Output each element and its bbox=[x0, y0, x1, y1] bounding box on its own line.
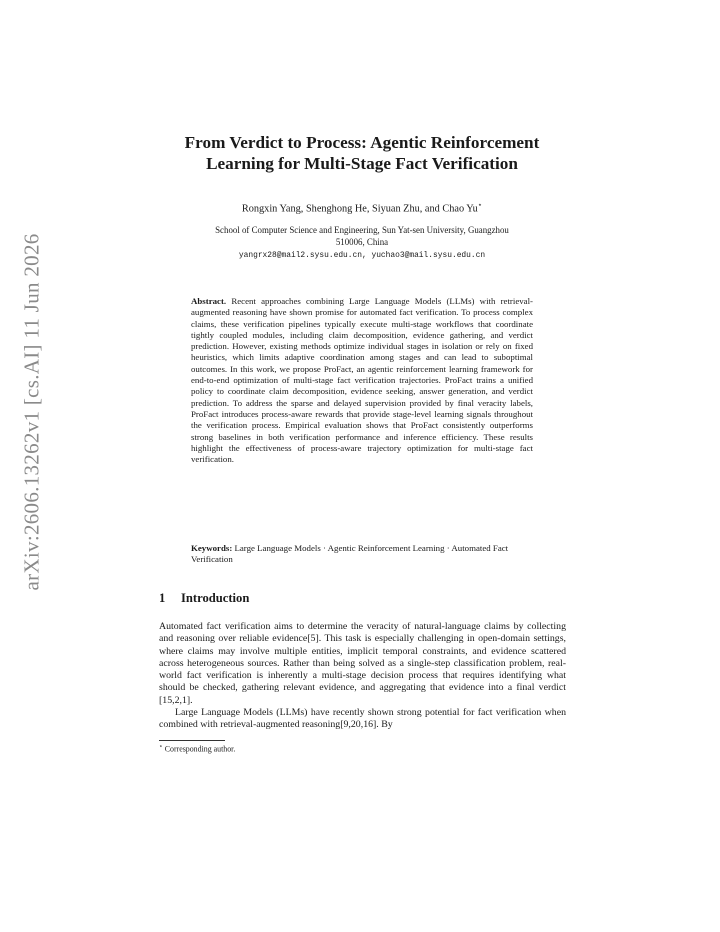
footnote-mark: ⋆ bbox=[159, 744, 163, 750]
author-footnote-mark: ⋆ bbox=[477, 201, 483, 209]
keywords bbox=[191, 543, 533, 566]
author-list bbox=[150, 201, 574, 214]
footnote-text: Corresponding author. bbox=[164, 744, 236, 754]
arxiv-identifier: arXiv:2606.13262v1 [cs.AI] 11 Jun 2026 bbox=[19, 233, 44, 591]
affiliation-line-1: School of Computer Science and Engineering, Sun Yat-sen University, Guangzhou bbox=[215, 225, 509, 235]
authors-text: Rongxin Yang, Shenghong He, Siyuan Zhu, and Chao Yu bbox=[241, 203, 478, 215]
body-paragraph-1: Automated fact verification aims to determine the veracity of natural-language claims by collecting and reasoning over reliable evidence[5]. This task is especially challenging in open-domain settings, where claims may involve multiple entities, implicit temporal constraints, and evidence scattered across heterogeneous sources. Rather than being solved as a single-step classification problem, real-world fact verification is inherently a multi-stage decision process that requires identifying what should be checked, gathering relevant evidence, and aggregating that evidence into a final verdict [15,2,1]. bbox=[159, 621, 566, 706]
affiliation bbox=[150, 225, 574, 248]
title-line-1: From Verdict to Process: Agentic Reinforcement bbox=[184, 133, 540, 152]
title-line-2: Learning for Multi-Stage Fact Verification bbox=[206, 154, 518, 173]
footnote-rule bbox=[159, 740, 225, 741]
section-number: 1 bbox=[159, 591, 166, 605]
affiliation-line-2: 510006, China bbox=[335, 236, 389, 247]
keywords-text: Large Language Models · Agentic Reinforcement Learning · Automated Fact Verification bbox=[191, 543, 509, 565]
body-paragraph-2: Large Language Models (LLMs) have recently shown strong potential for fact verification when combined with retrieval-augmented reasoning[9,20,16]. By bbox=[159, 707, 566, 731]
keywords-label: Keywords: bbox=[191, 543, 233, 553]
footnote bbox=[159, 743, 235, 754]
author-emails: yangrx28@mail2.sysu.edu.cn, yuchao3@mail.sysu.edu.cn bbox=[238, 251, 486, 260]
abstract-text: Recent approaches combining Large Language Models (LLMs) with retrieval-augmented reasoning have shown promise for automated fact verification. To process complex claims, these verification pipelines typically execute multi-stage workflows that coordinate tightly coupled modules, including claim decomposition, evidence gathering, and verdict prediction. However, existing methods optimize individual stages in isolation or rely on fixed heuristics, which limits adaptive coordination among stages and can lead to suboptimal outcomes. In this work, we propose ProFact, an agentic reinforcement learning framework for end-to-end optimization of multi-stage fact verification trajectories. ProFact trains a unified policy to coordinate claim decomposition, evidence seeking, answer generation, and verdict prediction. To address the sparse and delayed supervision provided by final veracity labels, ProFact introduces process-aware rewards that provide stage-level learning signals throughout the verification process. Empirical evaluation shows that ProFact consistently outperforms strong baselines in both verification performance and inference efficiency. These results highlight the effectiveness of process-aware trajectory optimization for multi-stage fact verification. bbox=[191, 296, 534, 465]
section-body bbox=[159, 621, 566, 732]
abstract-label: Abstract. bbox=[191, 296, 227, 306]
abstract bbox=[191, 296, 533, 465]
section-title: Introduction bbox=[181, 591, 250, 605]
section-heading bbox=[159, 591, 249, 606]
paper-title bbox=[150, 132, 574, 174]
